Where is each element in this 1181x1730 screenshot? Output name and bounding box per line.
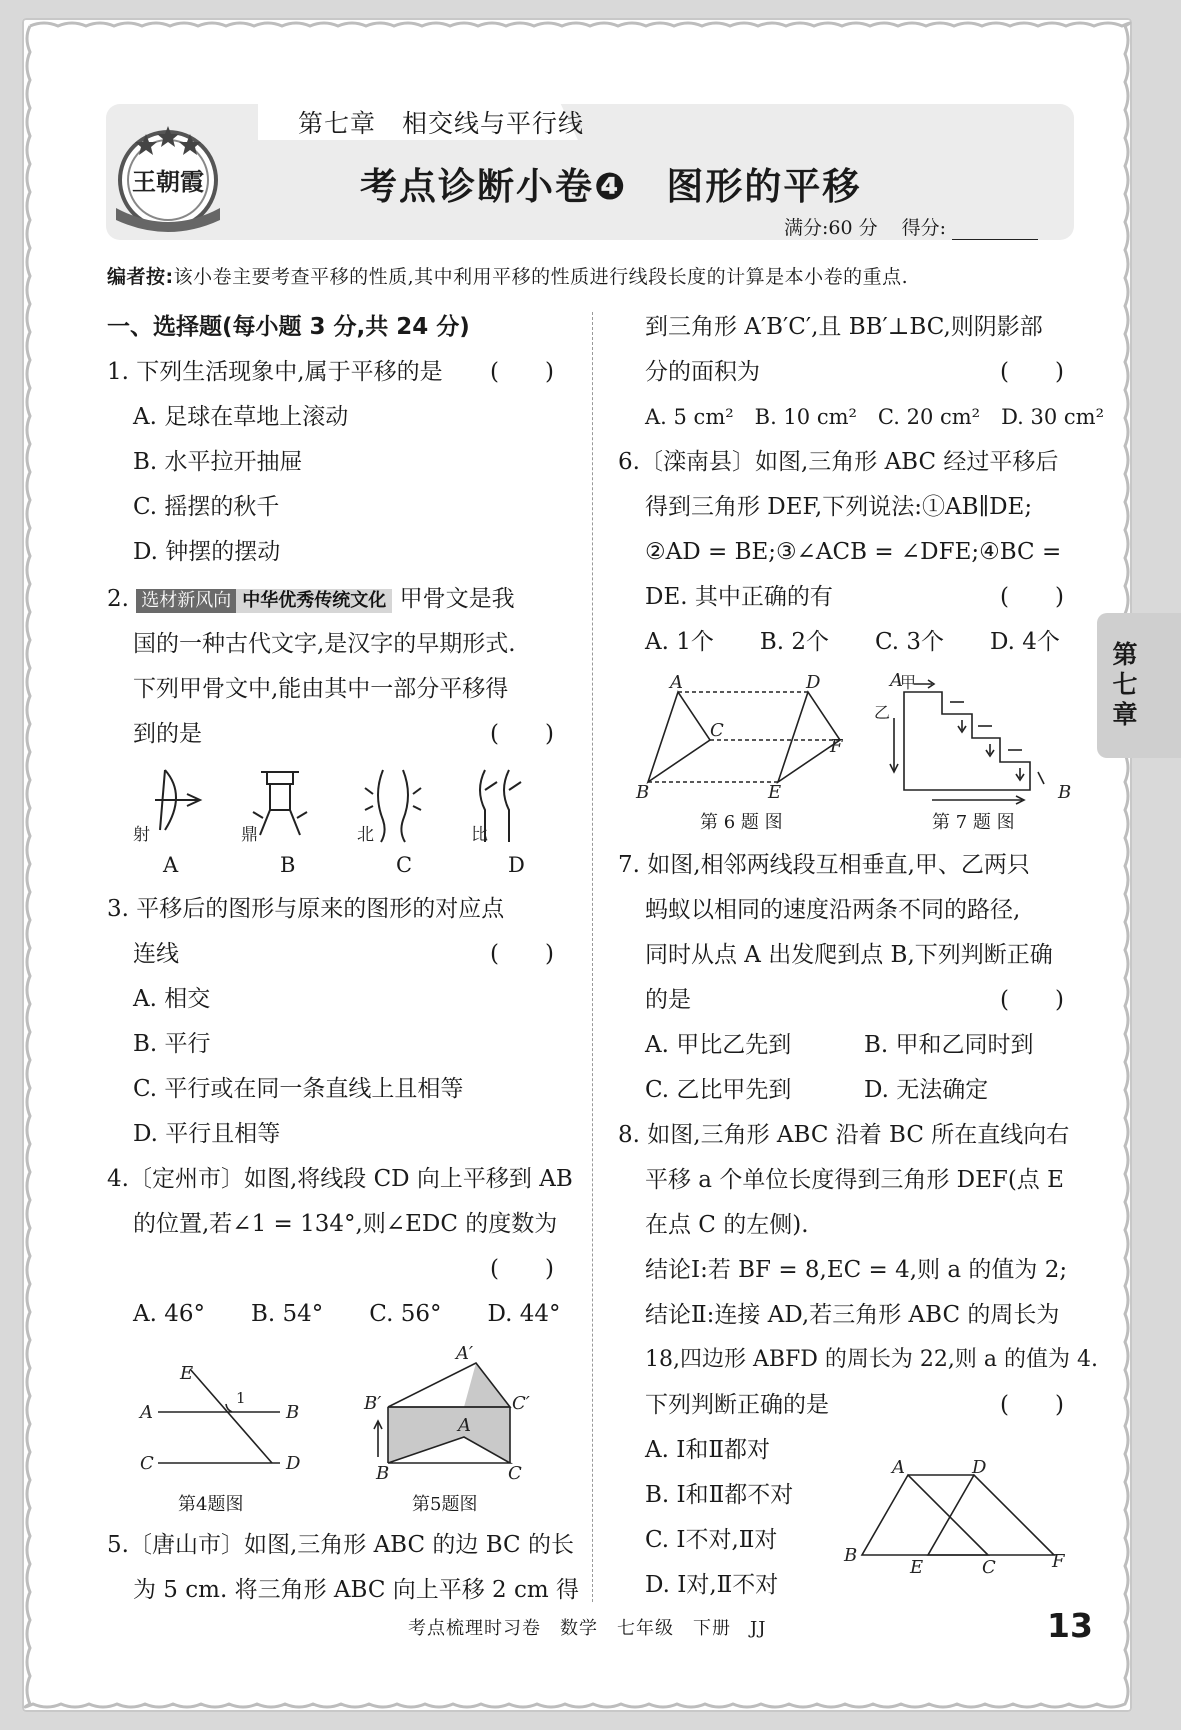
q2-char-ding: 鼎	[241, 825, 258, 845]
q8-label-f: F	[1052, 1551, 1065, 1572]
q5-answer-paren: ( )	[1000, 359, 1064, 385]
q2-number: 2.	[107, 586, 129, 612]
full-score: 满分:60 分	[784, 217, 878, 239]
q7-line2: 蚂蚁以相同的速度沿两条不同的路径,	[645, 897, 1021, 923]
q8-figure	[840, 1455, 1080, 1575]
q7-line1: 7. 如图,相邻两线段互相垂直,甲、乙两只	[618, 852, 1030, 878]
footer-book-info: 考点梳理时习卷 数学 七年级 下册 JJ	[408, 1618, 767, 1639]
q2-label-a: A	[163, 853, 179, 877]
q5-label-b-prime: B′	[364, 1393, 382, 1414]
q8-answer-paren: ( )	[1000, 1392, 1064, 1418]
q8-line2: 平移 a 个单位长度得到三角形 DEF(点 E	[645, 1167, 1064, 1193]
q5-options: A. 5 cm² B. 10 cm² C. 20 cm² D. 30 cm²	[645, 405, 1105, 429]
q5-label-a-prime: A′	[456, 1345, 474, 1364]
q7-option-a: A. 甲比乙先到	[645, 1032, 792, 1058]
q6-answer-paren: ( )	[1000, 584, 1064, 610]
column-divider	[592, 312, 593, 1602]
q7-option-d: D. 无法确定	[864, 1077, 989, 1103]
q2-line1	[107, 584, 515, 614]
q4-label-b: B	[286, 1402, 300, 1423]
q6-line4: DE. 其中正确的有	[645, 584, 833, 610]
q6-label-e: E	[768, 782, 782, 803]
chapter-side-tab-label: 第七章	[1112, 640, 1138, 729]
q8-option-b: B. Ⅰ和Ⅱ都不对	[645, 1482, 794, 1508]
q5-label-a: A	[458, 1415, 471, 1436]
q2-label-b: B	[280, 853, 296, 877]
q2-char-bi: 比	[471, 825, 488, 845]
q8-line6: 18,四边形 ABFD 的周长为 22,则 a 的值为 4.	[645, 1347, 1098, 1372]
editor-note	[107, 262, 908, 289]
q7-label-yi: 乙	[874, 703, 891, 722]
q2-char-bei: 北	[357, 825, 374, 845]
q8-label-e: E	[910, 1557, 924, 1575]
q7-option-c: C. 乙比甲先到	[645, 1077, 792, 1103]
q8-label-b: B	[844, 1545, 858, 1566]
q1-option-c: C. 摇摆的秋千	[133, 494, 280, 520]
q7-answer-paren: ( )	[1000, 987, 1064, 1013]
q8-label-c: C	[982, 1557, 996, 1575]
q4-label-e: E	[180, 1363, 194, 1384]
q2-text1: 甲骨文是我	[399, 586, 515, 612]
editor-note-label: 编者按:	[107, 266, 174, 288]
q2-answer-paren: ( )	[490, 721, 554, 747]
q6-label-b: B	[636, 782, 650, 803]
q4-label-d: D	[286, 1453, 301, 1474]
q3-answer-paren: ( )	[490, 941, 554, 967]
q5-line1: 5.〔唐山市〕如图,三角形 ABC 的边 BC 的长	[107, 1532, 574, 1558]
svg-text:王朝霞: 王朝霞	[132, 167, 204, 196]
q8-line4: 结论Ⅰ:若 BF = 8,EC = 4,则 a 的值为 2;	[645, 1257, 1068, 1283]
q5-line2: 为 5 cm. 将三角形 ABC 向上平移 2 cm 得	[133, 1577, 579, 1603]
q1-stem: 1. 下列生活现象中,属于平移的是	[107, 359, 443, 385]
q3-option-c: C. 平行或在同一条直线上且相等	[133, 1076, 464, 1102]
q2-line3: 下列甲骨文中,能由其中一部分平移得	[133, 676, 509, 702]
page-number: 13	[1047, 1606, 1093, 1645]
q5-caption: 第5题图	[412, 1494, 478, 1515]
q8-line7: 下列判断正确的是	[645, 1392, 829, 1418]
q2-line2: 国的一种古代文字,是汉字的早期形式.	[133, 631, 516, 657]
q4-options: A. 46° B. 54° C. 56° D. 44°	[133, 1301, 561, 1327]
q1-option-a: A. 足球在草地上滚动	[133, 404, 349, 430]
section-heading: 一、选择题(每小题 3 分,共 24 分)	[107, 314, 470, 340]
q8-line1: 8. 如图,三角形 ABC 沿着 BC 所在直线向右	[618, 1122, 1070, 1148]
score-blank	[952, 221, 1038, 240]
q3-line2: 连线	[133, 941, 179, 967]
q3-line1: 3. 平移后的图形与原来的图形的对应点	[107, 896, 505, 922]
q8-line5: 结论Ⅱ:连接 AD,若三角形 ABC 的周长为	[645, 1302, 1060, 1328]
q8-line3: 在点 C 的左侧).	[645, 1212, 809, 1238]
q8-option-d: D. Ⅰ对,Ⅱ不对	[645, 1572, 779, 1598]
q4-line2: 的位置,若∠1 = 134°,则∠EDC 的度数为	[133, 1211, 558, 1237]
editor-note-text: 该小卷主要考查平移的性质,其中利用平移的性质进行线段长度的计算是本小卷的重点.	[173, 266, 909, 288]
q7-caption: 第 7 题 图	[932, 812, 1015, 833]
score-line	[784, 213, 1038, 240]
q6-options: A. 1个 B. 2个 C. 3个 D. 4个	[645, 629, 1060, 655]
q4-label-angle1: 1	[236, 1389, 246, 1407]
q7-figure	[872, 672, 1082, 812]
q6-figure	[630, 672, 850, 812]
q7-option-b: B. 甲和乙同时到	[864, 1032, 1034, 1058]
q1-answer-paren: ( )	[490, 359, 554, 385]
q6-label-a: A	[670, 672, 683, 693]
q4-answer-paren: ( )	[490, 1256, 554, 1282]
q8-option-a: A. Ⅰ和Ⅱ都对	[645, 1437, 770, 1463]
q6-line2: 得到三角形 DEF,下列说法:①AB∥DE;	[645, 494, 1033, 520]
q4-label-a: A	[140, 1402, 153, 1423]
q2-line4: 到的是	[133, 721, 202, 747]
score-label: 得分:	[901, 217, 947, 239]
q5-label-c-prime: C′	[512, 1393, 530, 1414]
q6-label-d: D	[806, 672, 821, 693]
q3-option-b: B. 平行	[133, 1031, 211, 1057]
q1-option-b: B. 水平拉开抽屉	[133, 449, 303, 475]
q5-label-b: B	[376, 1463, 390, 1484]
q2-label-d: D	[508, 853, 525, 877]
q4-line1: 4.〔定州市〕如图,将线段 CD 向上平移到 AB	[107, 1166, 573, 1192]
q5-label-c: C	[508, 1463, 522, 1484]
chapter-title: 第七章 相交线与平行线	[298, 109, 585, 138]
q7-label-a: A	[890, 672, 903, 691]
q8-label-a: A	[892, 1457, 905, 1478]
publisher-seal-logo	[106, 116, 230, 240]
q7-line3: 同时从点 A 出发爬到点 B,下列判断正确	[645, 942, 1053, 968]
q6-line3: ②AD = BE;③∠ACB = ∠DFE;④BC =	[645, 539, 1062, 565]
q5-line3: 到三角形 A′B′C′,且 BB′⊥BC,则阴影部	[645, 314, 1043, 340]
q1-option-d: D. 钟摆的摆动	[133, 539, 281, 565]
q6-line1: 6.〔滦南县〕如图,三角形 ABC 经过平移后	[618, 449, 1059, 475]
q4-label-c: C	[140, 1453, 154, 1474]
q8-option-c: C. Ⅰ不对,Ⅱ对	[645, 1527, 778, 1553]
q7-label-jia: 甲	[900, 673, 917, 692]
page-title: 考点诊断小卷❹ 图形的平移	[360, 165, 862, 208]
q5-figure	[360, 1345, 540, 1485]
q3-option-d: D. 平行且相等	[133, 1121, 281, 1147]
q4-caption: 第4题图	[178, 1494, 244, 1515]
q7-label-b: B	[1058, 782, 1072, 803]
q2-char-she: 射	[133, 825, 150, 845]
q8-label-d: D	[972, 1457, 987, 1478]
q3-option-a: A. 相交	[133, 986, 211, 1012]
q2-tag-new-trend: 选材新风向	[136, 589, 236, 613]
q5-line4: 分的面积为	[645, 359, 760, 385]
q6-label-f: F	[830, 736, 843, 757]
q2-tag-culture: 中华优秀传统文化	[236, 589, 392, 613]
q4-figure	[130, 1355, 310, 1475]
q6-caption: 第 6 题 图	[700, 812, 783, 833]
q2-label-c: C	[396, 853, 413, 877]
q6-label-c: C	[710, 720, 724, 741]
q7-line4: 的是	[645, 987, 691, 1013]
q2-oracle-figure	[125, 760, 565, 855]
